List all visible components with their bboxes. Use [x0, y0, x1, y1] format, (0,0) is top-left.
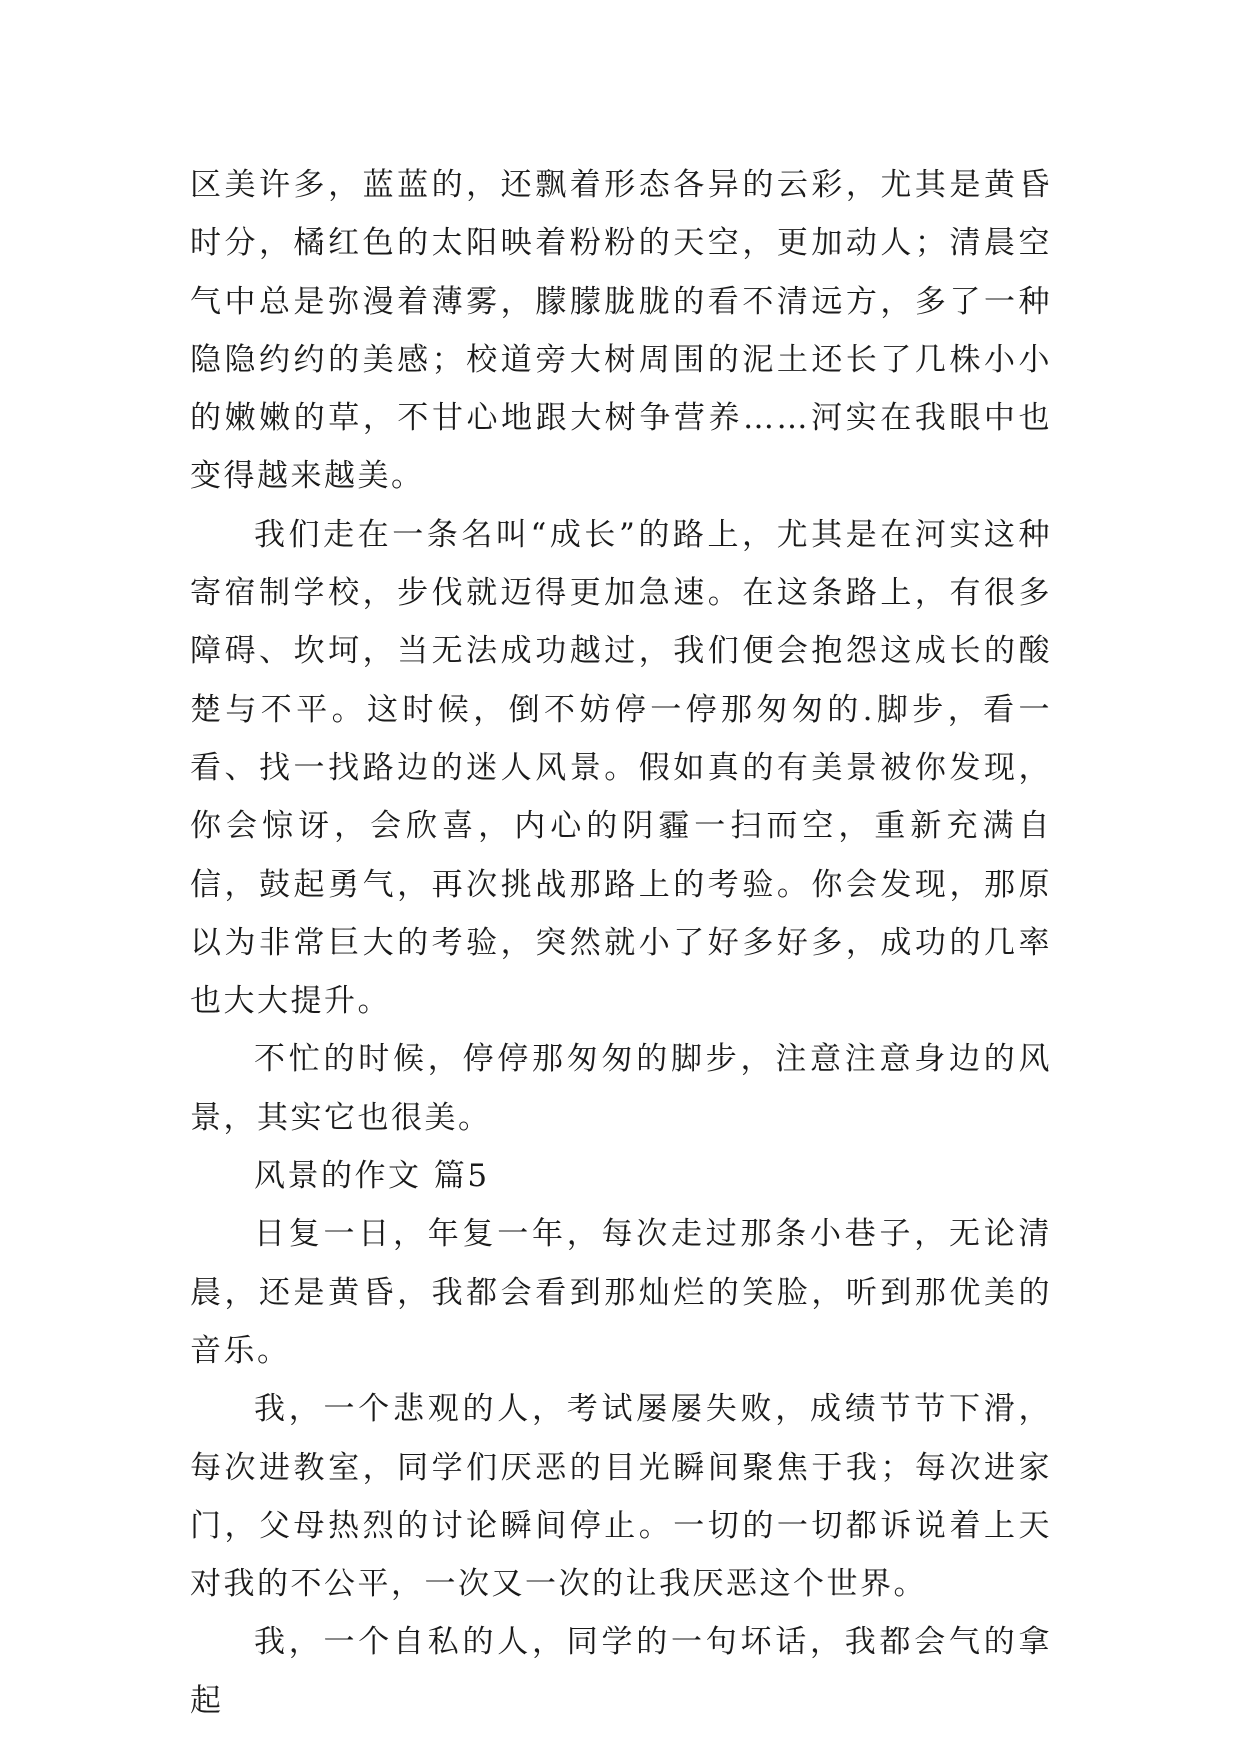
paragraph-pessimist: 我，一个悲观的人，考试屡屡失败，成绩节节下滑，每次进教室，同学们厌恶的目光瞬间聚焦于我；每次进家门，父母热烈的讨论瞬间停止。一切的一切都诉说着上天对我的不公平，一次又一次的让我厌恶这个世界。: [190, 1391, 1052, 1603]
document-body: [190, 156, 1052, 1730]
paragraph-continued: 区美许多，蓝蓝的，还飘着形态各异的云彩，尤其是黄昏时分，橘红色的太阳映着粉粉的天空，更加动人；清晨空气中总是弥漫着薄雾，朦朦胧胧的看不清远方，多了一种隐隐约约的美感；校道旁大树周围的泥土还长了几株小小的嫩嫩的草，不甘心地跟大树争营养……河实在我眼中也变得越来越美。: [190, 167, 1052, 495]
paragraph-growth-road: 我们走在一条名叫“成长”的路上，尤其是在河实这种寄宿制学校，步伐就迈得更加急速。在这条路上，有很多障碍、坎坷，当无法成功越过，我们便会抱怨这成长的酸楚与不平。这时候，倒不妨停一停那匆匆的.脚步，看一看、找一找路边的迷人风景。假如真的有美景被你发现，你会惊讶，会欣喜，内心的阴霾一扫而空，重新充满自信，鼓起勇气，再次挑战那路上的考验。你会发现，那原以为非常巨大的考验，突然就小了好多好多，成功的几率也大大提升。: [190, 516, 1052, 1020]
section-heading: 风景的作文 篇5: [254, 1158, 490, 1195]
paragraph-alley: 日复一日，年复一年，每次走过那条小巷子，无论清晨，还是黄昏，我都会看到那灿烂的笑脸，听到那优美的音乐。: [190, 1216, 1052, 1369]
paragraph-selfish: 我，一个自私的人，同学的一句坏话，我都会气的拿起: [190, 1624, 1052, 1719]
paragraph-conclusion: 不忙的时候，停停那匆匆的脚步，注意注意身边的风景，其实它也很美。: [190, 1041, 1052, 1136]
